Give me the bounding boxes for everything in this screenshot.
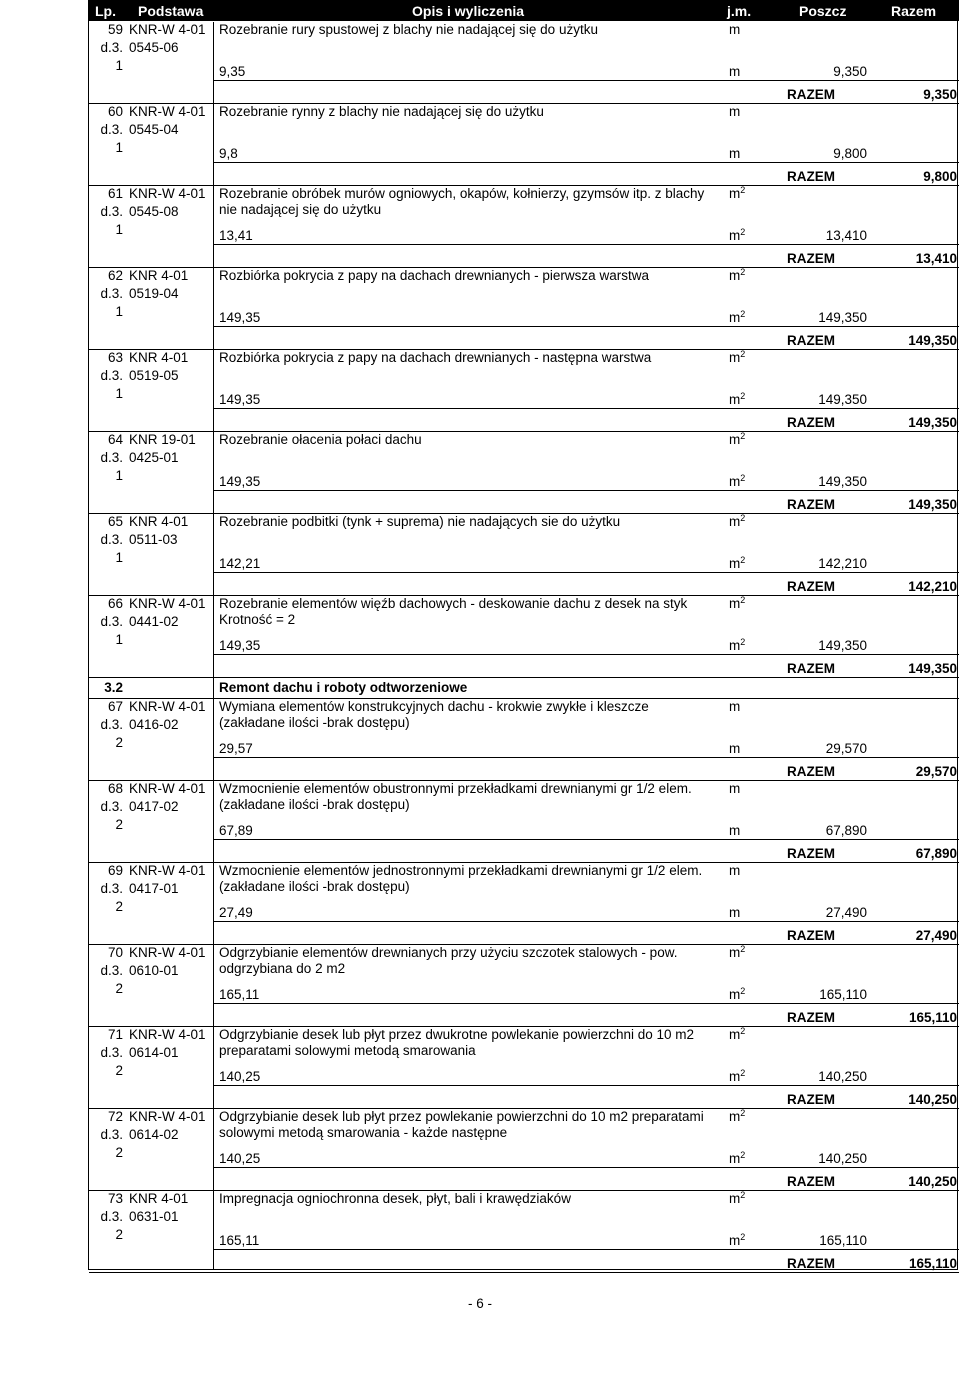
row-number: 63 xyxy=(107,350,123,365)
row-total-value: 67,890 xyxy=(915,846,957,861)
unit-exponent: 2 xyxy=(740,1232,746,1242)
estimate-row xyxy=(89,781,959,863)
row-number: 69 xyxy=(107,863,123,878)
row-description: Rozbiórka pokrycia z papy na dachach drewnianych - pierwsza warstwa xyxy=(219,268,649,283)
unit-text: m xyxy=(729,514,741,529)
row-number: 64 xyxy=(107,432,123,447)
estimate-row xyxy=(89,863,959,945)
row-calculation: 27,49 xyxy=(219,905,253,920)
unit-text: m xyxy=(729,1191,741,1206)
row-unit xyxy=(729,432,745,448)
razem-label: RAZEM xyxy=(787,1010,835,1025)
row-number: 73 xyxy=(107,1191,123,1206)
row-section-ref: d.3. xyxy=(100,40,123,55)
row-subsection: 1 xyxy=(115,468,123,483)
unit-exponent: 2 xyxy=(740,1068,746,1078)
row-calculation: 9,35 xyxy=(219,64,246,79)
row-basis-catalog: KNR-W 4-01 xyxy=(129,863,206,878)
row-subsection: 1 xyxy=(115,632,123,647)
razem-label: RAZEM xyxy=(787,87,835,102)
estimate-row xyxy=(89,514,959,596)
row-description: Wymiana elementów konstrukcyjnych dachu - krokwie zwykłe i kleszcze (zakładane ilości -brak dostępu) xyxy=(219,699,649,730)
row-partial-value: 149,350 xyxy=(818,310,867,325)
row-divider xyxy=(213,654,959,655)
razem-label: RAZEM xyxy=(787,1256,835,1271)
row-total-value: 149,350 xyxy=(908,497,957,512)
unit-exponent: 2 xyxy=(740,185,746,195)
unit-exponent: 2 xyxy=(740,267,746,277)
razem-label: RAZEM xyxy=(787,1174,835,1189)
unit-text: m xyxy=(729,556,741,571)
row-unit xyxy=(729,596,745,612)
estimate-row xyxy=(89,945,959,1027)
row-divider xyxy=(89,1272,959,1273)
row-description: Rozebranie podbitki (tynk + suprema) nie nadających sie do użytku xyxy=(219,514,621,529)
row-subsection: 2 xyxy=(115,735,123,750)
row-description: Wzmocnienie elementów obustronnymi przekładkami drewnianymi gr 1/2 elem. (zakładane ilości -brak dostępu) xyxy=(219,781,692,812)
row-total-value: 27,490 xyxy=(915,928,957,943)
row-section-ref: d.3. xyxy=(100,286,123,301)
row-number: 68 xyxy=(107,781,123,796)
row-section-ref: d.3. xyxy=(100,532,123,547)
row-basis-catalog: KNR-W 4-01 xyxy=(129,945,206,960)
row-basis-catalog: KNR 19-01 xyxy=(129,432,196,447)
row-calculation: 165,11 xyxy=(219,1233,260,1248)
row-section-ref: d.3. xyxy=(100,1209,123,1224)
unit-exponent: 2 xyxy=(740,595,746,605)
row-calculation: 140,25 xyxy=(219,1069,261,1084)
header-lp: Lp. xyxy=(95,3,116,19)
row-description: Odgrzybianie desek lub płyt przez powlekanie powierzchni do 10 m2 preparatami solowymi metodą smarowania - każde następne xyxy=(219,1109,704,1140)
row-partial-value: 13,410 xyxy=(825,228,867,243)
row-section-ref: d.3. xyxy=(100,1127,123,1142)
razem-label: RAZEM xyxy=(787,846,835,861)
row-basis-catalog: KNR 4-01 xyxy=(129,268,189,283)
unit-text: m xyxy=(729,432,741,447)
row-number: 65 xyxy=(107,514,123,529)
row-basis-code: 0545-08 xyxy=(129,204,179,219)
row-description: Impregnacja ogniochronna desek, płyt, bali i krawędziaków xyxy=(219,1191,571,1206)
row-number: 67 xyxy=(107,699,123,714)
unit-text: m xyxy=(729,474,741,489)
row-calc-unit xyxy=(729,392,745,408)
row-total-value: 149,350 xyxy=(908,415,957,430)
row-partial-value: 27,490 xyxy=(825,905,867,920)
estimate-row xyxy=(89,699,959,781)
row-calculation: 149,35 xyxy=(219,638,261,653)
row-number: 61 xyxy=(107,186,123,201)
row-basis-code: 0425-01 xyxy=(129,450,179,465)
row-section-ref: d.3. xyxy=(100,717,123,732)
row-divider xyxy=(213,1085,959,1086)
row-number: 71 xyxy=(107,1027,123,1042)
unit-exponent: 2 xyxy=(740,391,746,401)
row-total-value: 149,350 xyxy=(908,333,957,348)
unit-text: m xyxy=(729,392,741,407)
unit-exponent: 2 xyxy=(740,431,746,441)
estimate-row xyxy=(89,104,959,186)
row-divider xyxy=(213,1003,959,1004)
row-calc-unit xyxy=(729,823,740,839)
section-heading xyxy=(89,680,959,698)
razem-label: RAZEM xyxy=(787,497,835,512)
row-section-ref: d.3. xyxy=(100,450,123,465)
row-section-ref: d.3. xyxy=(100,368,123,383)
unit-text: m xyxy=(729,699,741,714)
row-calc-unit xyxy=(729,474,745,490)
row-section-ref: d.3. xyxy=(100,881,123,896)
unit-exponent: 2 xyxy=(740,349,746,359)
unit-exponent: 2 xyxy=(740,1150,746,1160)
row-total-value: 9,800 xyxy=(923,169,957,184)
unit-text: m xyxy=(729,64,741,79)
row-divider xyxy=(213,572,959,573)
unit-exponent: 2 xyxy=(740,555,746,565)
unit-text: m xyxy=(729,228,741,243)
unit-text: m xyxy=(729,1109,741,1124)
unit-text: m xyxy=(729,186,741,201)
row-calc-unit xyxy=(729,1069,745,1085)
row-divider xyxy=(213,162,959,163)
section-title: Remont dachu i roboty odtworzeniowe xyxy=(219,680,468,695)
row-partial-value: 9,800 xyxy=(833,146,867,161)
header-opis: Opis i wyliczenia xyxy=(412,3,525,19)
row-divider xyxy=(213,1167,959,1168)
row-number: 70 xyxy=(107,945,123,960)
unit-text: m xyxy=(729,310,741,325)
row-description: Wzmocnienie elementów jednostronnymi przekładkami drewnianymi gr 1/2 elem. (zakładane ilości -brak dostępu) xyxy=(219,863,703,894)
row-section-ref: d.3. xyxy=(100,963,123,978)
unit-text: m xyxy=(729,945,741,960)
unit-text: m xyxy=(729,1027,741,1042)
razem-label: RAZEM xyxy=(787,1092,835,1107)
row-subsection: 2 xyxy=(115,1063,123,1078)
row-total-value: 165,110 xyxy=(908,1010,957,1025)
row-basis-code: 0614-01 xyxy=(129,1045,179,1060)
unit-text: m xyxy=(729,22,741,37)
row-description: Rozebranie ołacenia połaci dachu xyxy=(219,432,422,447)
unit-exponent: 2 xyxy=(740,944,746,954)
row-number: 59 xyxy=(107,22,123,37)
row-calculation: 140,25 xyxy=(219,1151,261,1166)
estimate-table xyxy=(88,0,958,1270)
row-subsection: 1 xyxy=(115,140,123,155)
unit-text: m xyxy=(729,268,741,283)
row-basis-catalog: KNR-W 4-01 xyxy=(129,22,206,37)
page-number: - 6 - xyxy=(467,1296,492,1311)
row-divider xyxy=(213,80,959,81)
estimate-row xyxy=(89,1191,959,1273)
row-basis-catalog: KNR 4-01 xyxy=(129,350,189,365)
row-number: 72 xyxy=(107,1109,123,1124)
row-unit xyxy=(729,1109,745,1125)
row-partial-value: 142,210 xyxy=(818,556,867,571)
row-total-value: 165,110 xyxy=(908,1256,957,1271)
row-total-value: 13,410 xyxy=(915,251,957,266)
row-subsection: 1 xyxy=(115,222,123,237)
unit-exponent: 2 xyxy=(740,513,746,523)
row-calc-unit xyxy=(729,638,745,654)
row-section-ref: d.3. xyxy=(100,799,123,814)
unit-exponent: 2 xyxy=(740,1108,746,1118)
row-calc-unit xyxy=(729,987,745,1003)
row-number: 60 xyxy=(107,104,123,119)
header-podstawa: Podstawa xyxy=(138,3,204,19)
row-calculation: 29,57 xyxy=(219,741,253,756)
row-unit xyxy=(729,268,745,284)
row-total-value: 140,250 xyxy=(908,1092,957,1107)
unit-exponent: 2 xyxy=(740,1190,746,1200)
row-unit xyxy=(729,1027,745,1043)
row-section-ref: d.3. xyxy=(100,122,123,137)
estimate-row xyxy=(89,22,959,104)
row-description: Rozbiórka pokrycia z papy na dachach drewnianych - następna warstwa xyxy=(219,350,652,365)
row-unit xyxy=(729,350,745,366)
section-number: 3.2 xyxy=(104,680,123,695)
razem-label: RAZEM xyxy=(787,415,835,430)
row-partial-value: 140,250 xyxy=(818,1069,867,1084)
estimate-row xyxy=(89,1027,959,1109)
row-subsection: 1 xyxy=(115,550,123,565)
row-description: Rozebranie elementów więźb dachowych - deskowanie dachu z desek na styk Krotność = 2 xyxy=(219,596,688,627)
row-divider xyxy=(213,921,959,922)
unit-text: m xyxy=(729,596,741,611)
row-calculation: 67,89 xyxy=(219,823,253,838)
row-subsection: 1 xyxy=(115,304,123,319)
row-section-ref: d.3. xyxy=(100,614,123,629)
row-basis-code: 0519-05 xyxy=(129,368,179,383)
row-description: Rozebranie rynny z blachy nie nadającej się do użytku xyxy=(219,104,544,119)
row-unit xyxy=(729,945,745,961)
row-total-value: 142,210 xyxy=(908,579,957,594)
row-partial-value: 29,570 xyxy=(825,741,867,756)
row-calc-unit xyxy=(729,146,740,162)
row-basis-catalog: KNR-W 4-01 xyxy=(129,104,206,119)
row-subsection: 2 xyxy=(115,981,123,996)
razem-label: RAZEM xyxy=(787,764,835,779)
razem-label: RAZEM xyxy=(787,169,835,184)
header-poszcz: Poszcz xyxy=(799,3,847,19)
row-basis-code: 0614-02 xyxy=(129,1127,179,1142)
row-basis-code: 0511-03 xyxy=(129,532,178,547)
row-calc-unit xyxy=(729,310,745,326)
row-total-value: 9,350 xyxy=(923,87,957,102)
row-divider xyxy=(213,1249,959,1250)
row-description: Rozebranie obróbek murów ogniowych, okapów, kołnierzy, gzymsów itp. z blachy nie nadającej się do użytku xyxy=(219,186,705,217)
unit-text: m xyxy=(729,350,741,365)
razem-label: RAZEM xyxy=(787,661,835,676)
row-partial-value: 149,350 xyxy=(818,474,867,489)
estimate-row xyxy=(89,1109,959,1191)
razem-label: RAZEM xyxy=(787,579,835,594)
razem-label: RAZEM xyxy=(787,251,835,266)
row-divider xyxy=(213,326,959,327)
row-basis-catalog: KNR 4-01 xyxy=(129,514,189,529)
row-unit xyxy=(729,699,740,715)
unit-exponent: 2 xyxy=(740,1026,746,1036)
unit-exponent: 2 xyxy=(740,637,746,647)
row-subsection: 2 xyxy=(115,1227,123,1242)
unit-exponent: 2 xyxy=(740,309,746,319)
row-calc-unit xyxy=(729,556,745,572)
row-unit xyxy=(729,1191,745,1207)
unit-text: m xyxy=(729,146,741,161)
row-total-value: 140,250 xyxy=(908,1174,957,1189)
row-partial-value: 165,110 xyxy=(819,1233,867,1248)
row-basis-code: 0417-02 xyxy=(129,799,179,814)
row-number: 62 xyxy=(107,268,123,283)
unit-text: m xyxy=(729,638,741,653)
row-basis-catalog: KNR 4-01 xyxy=(129,1191,189,1206)
estimate-row xyxy=(89,432,959,514)
row-number: 66 xyxy=(107,596,123,611)
unit-text: m xyxy=(729,863,741,878)
row-calculation: 149,35 xyxy=(219,310,261,325)
row-calc-unit xyxy=(729,1151,745,1167)
row-basis-code: 0416-02 xyxy=(129,717,179,732)
row-section-ref: d.3. xyxy=(100,1045,123,1060)
row-unit xyxy=(729,104,740,120)
row-basis-code: 0545-06 xyxy=(129,40,179,55)
row-unit xyxy=(729,863,740,879)
unit-text: m xyxy=(729,823,741,838)
row-basis-catalog: KNR-W 4-01 xyxy=(129,186,206,201)
unit-text: m xyxy=(729,104,741,119)
unit-text: m xyxy=(729,741,741,756)
row-description: Odgrzybianie desek lub płyt przez dwukrotne powlekanie powierzchni do 10 m2 preparatami solowymi metodą smarowania xyxy=(219,1027,695,1058)
row-section-ref: d.3. xyxy=(100,204,123,219)
row-description: Odgrzybianie elementów drewnianych przy użyciu szczotek stalowych - pow. odgrzybiana do 2 m2 xyxy=(219,945,678,976)
row-divider xyxy=(89,677,959,678)
row-divider xyxy=(213,839,959,840)
row-calc-unit xyxy=(729,905,740,921)
row-unit xyxy=(729,186,745,202)
estimate-row xyxy=(89,186,959,268)
row-total-value: 29,570 xyxy=(915,764,957,779)
unit-exponent: 2 xyxy=(740,473,746,483)
row-unit xyxy=(729,781,740,797)
estimate-row xyxy=(89,596,959,678)
row-basis-code: 0417-01 xyxy=(129,881,179,896)
row-calculation: 149,35 xyxy=(219,474,261,489)
unit-text: m xyxy=(729,781,741,796)
unit-text: m xyxy=(729,987,741,1002)
row-partial-value: 149,350 xyxy=(818,638,867,653)
header-razem: Razem xyxy=(891,3,937,19)
row-divider xyxy=(213,757,959,758)
row-basis-code: 0610-01 xyxy=(129,963,179,978)
row-subsection: 1 xyxy=(115,386,123,401)
row-basis-code: 0545-04 xyxy=(129,122,179,137)
razem-label: RAZEM xyxy=(787,928,835,943)
row-calc-unit xyxy=(729,228,745,244)
row-partial-value: 149,350 xyxy=(818,392,867,407)
row-calc-unit xyxy=(729,741,740,757)
row-subsection: 1 xyxy=(115,58,123,73)
row-basis-code: 0631-01 xyxy=(129,1209,179,1224)
row-basis-catalog: KNR-W 4-01 xyxy=(129,596,206,611)
row-partial-value: 67,890 xyxy=(825,823,867,838)
row-calc-unit xyxy=(729,64,740,80)
row-calculation: 13,41 xyxy=(219,228,253,243)
row-basis-catalog: KNR-W 4-01 xyxy=(129,781,206,796)
unit-text: m xyxy=(729,905,741,920)
row-partial-value: 9,350 xyxy=(833,64,867,79)
row-calculation: 9,8 xyxy=(219,146,238,161)
unit-text: m xyxy=(729,1151,741,1166)
row-basis-catalog: KNR-W 4-01 xyxy=(129,699,206,714)
row-divider xyxy=(213,490,959,491)
row-divider xyxy=(213,408,959,409)
row-partial-value: 165,110 xyxy=(819,987,867,1002)
unit-text: m xyxy=(729,1069,741,1084)
row-partial-value: 140,250 xyxy=(818,1151,867,1166)
row-divider xyxy=(213,244,959,245)
row-calculation: 149,35 xyxy=(219,392,261,407)
estimate-row xyxy=(89,268,959,350)
unit-exponent: 2 xyxy=(740,227,746,237)
row-subsection: 2 xyxy=(115,817,123,832)
row-basis-code: 0519-04 xyxy=(129,286,179,301)
row-total-value: 149,350 xyxy=(908,661,957,676)
table-header xyxy=(89,0,959,21)
razem-label: RAZEM xyxy=(787,333,835,348)
unit-text: m xyxy=(729,1233,741,1248)
row-description: Rozebranie rury spustowej z blachy nie nadającej się do użytku xyxy=(219,22,598,37)
column-divider xyxy=(213,22,214,1270)
row-basis-code: 0441-02 xyxy=(129,614,179,629)
row-unit xyxy=(729,22,740,38)
header-jm: j.m. xyxy=(727,3,752,19)
row-calculation: 165,11 xyxy=(219,987,260,1002)
estimate-row xyxy=(89,350,959,432)
row-calculation: 142,21 xyxy=(219,556,261,571)
unit-exponent: 2 xyxy=(740,986,746,996)
row-calc-unit xyxy=(729,1233,745,1249)
row-divider xyxy=(89,698,959,699)
row-unit xyxy=(729,514,745,530)
row-basis-catalog: KNR-W 4-01 xyxy=(129,1109,206,1124)
row-basis-catalog: KNR-W 4-01 xyxy=(129,1027,206,1042)
row-subsection: 2 xyxy=(115,899,123,914)
row-subsection: 2 xyxy=(115,1145,123,1160)
